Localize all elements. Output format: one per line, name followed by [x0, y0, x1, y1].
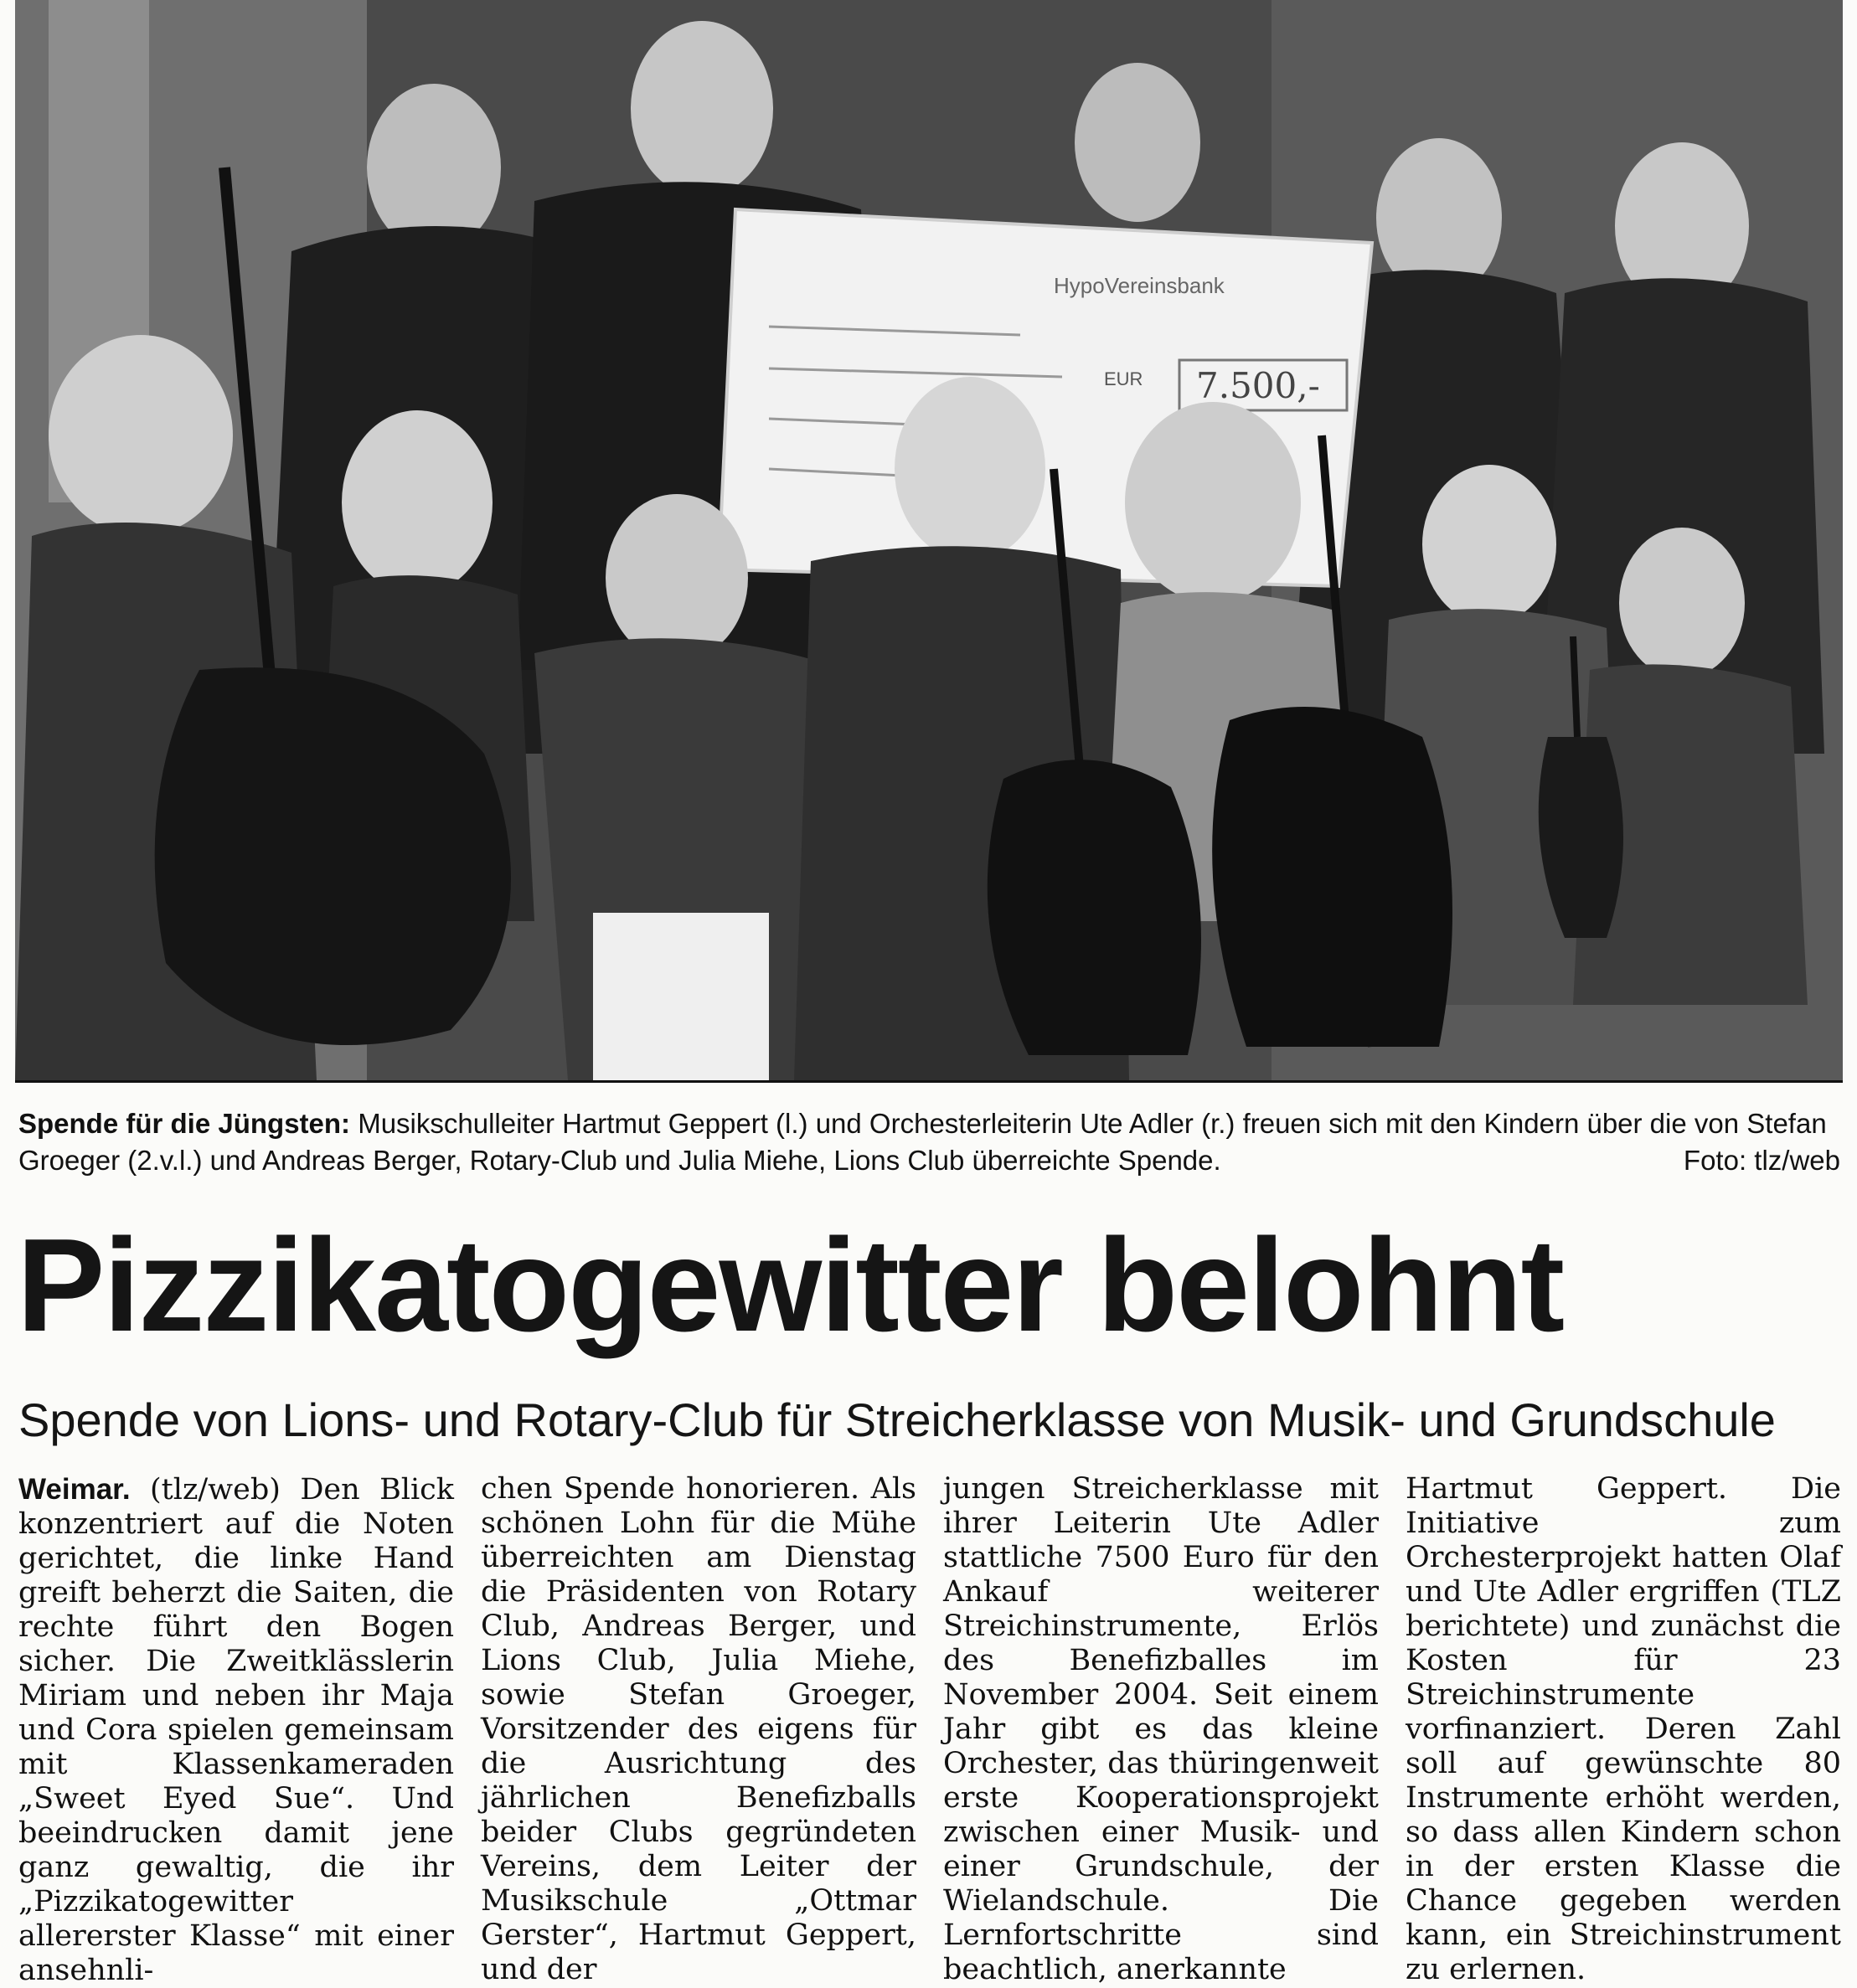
article-column-4: Hartmut Geppert. Die Initiative zum Orchesterprojekt hatten Olaf und Ute Adler ergriffen (TLZ berichtete) und zunächst die Kosten für 23 Streichinstrumente vorfinanziert. Deren Zahl soll auf gewünschte 80 Instrumente erhöht werden, so dass allen Kindern schon in der ersten Klasse die Chance gegeben werden kann, ein Streichinstrument zu erlernen.: [1406, 1472, 1841, 1986]
article-column-1: [18, 1472, 454, 1987]
article-column-2: chen Spende honorieren. Als schönen Lohn für die Mühe überreichten am Dienstag die Präsidenten von Rotary Club, Andreas Berger, und Lions Club, Julia Miehe, sowie Stefan Groeger, Vorsitzender des eigens für die Ausrichtung des jährlichen Benefizballs beider Clubs gegründeten Vereins, dem Leiter der Musikschule „Ottmar Gerster“, Hartmut Geppert, und der: [481, 1472, 916, 1986]
cheque-amount: 7.500,-: [1196, 365, 1320, 406]
dateline: Weimar.: [18, 1473, 131, 1506]
subheadline: Spende von Lions- und Rotary-Club für Streicherklasse von Musik- und Grundschule: [18, 1393, 1776, 1446]
child-head: [1619, 528, 1745, 678]
photo-credit: Foto: tlz/web: [1683, 1145, 1840, 1176]
child-head: [895, 377, 1045, 561]
news-photo: [15, 0, 1843, 1083]
caption-text: Musikschulleiter Hartmut Geppert (l.) und Orchesterleiterin Ute Adler (r.) freuen sich mit den Kindern über die von Stefan Groeger (2.v.l.) und Andreas Berger, Rotary-Club und Julia Miehe, Lions Club überreichte Spende.: [18, 1108, 1827, 1176]
child-head: [606, 494, 748, 662]
child-head: [49, 335, 233, 536]
adult-head: [367, 84, 501, 251]
article-column-3: jungen Streicherklasse mit ihrer Leiterin Ute Adler stattliche 7500 Euro für den Ankauf weiterer Streichinstrumente, Erlös des Benefizballes im November 2004. Seit einem Jahr gibt es das kleine Orchester, das thüringenweit erste Kooperationsprojekt zwischen einer Musik- und einer Grundschule, der Wielandschule. Die Lernfortschritte sind beachtlich, anerkannte: [943, 1472, 1379, 1986]
cheque-bank: HypoVereinsbank: [1054, 273, 1225, 298]
adult-head: [631, 21, 773, 197]
adult-head: [1075, 63, 1200, 222]
article-body: [18, 1472, 1841, 1987]
child-head: [1422, 465, 1556, 624]
photo-caption: [18, 1105, 1840, 1179]
child-head: [1125, 402, 1301, 603]
caption-lead: Spende für die Jüngsten:: [18, 1108, 351, 1139]
headline: Pizzikatogewitter belohnt: [17, 1212, 1564, 1359]
column-text: (tlz/web) Den Blick konzentriert auf die Noten gerichtet, die linke Hand greift beherzt die Saiten, die rechte führt den Bogen sicher. Die Zweitklässlerin Miriam und neben ihr Maja und Cora spielen gemeinsam mit Klassenkameraden „Sweet Eyed Sue“. Und beeindrucken damit jene ganz gewaltig, die ihr „Pizzikatogewitter allererster Klasse“ mit einer ansehnli-: [18, 1473, 454, 1987]
cheque-currency: EUR: [1104, 368, 1143, 389]
child-head: [342, 410, 493, 595]
photo-illustration: [15, 0, 1843, 1080]
